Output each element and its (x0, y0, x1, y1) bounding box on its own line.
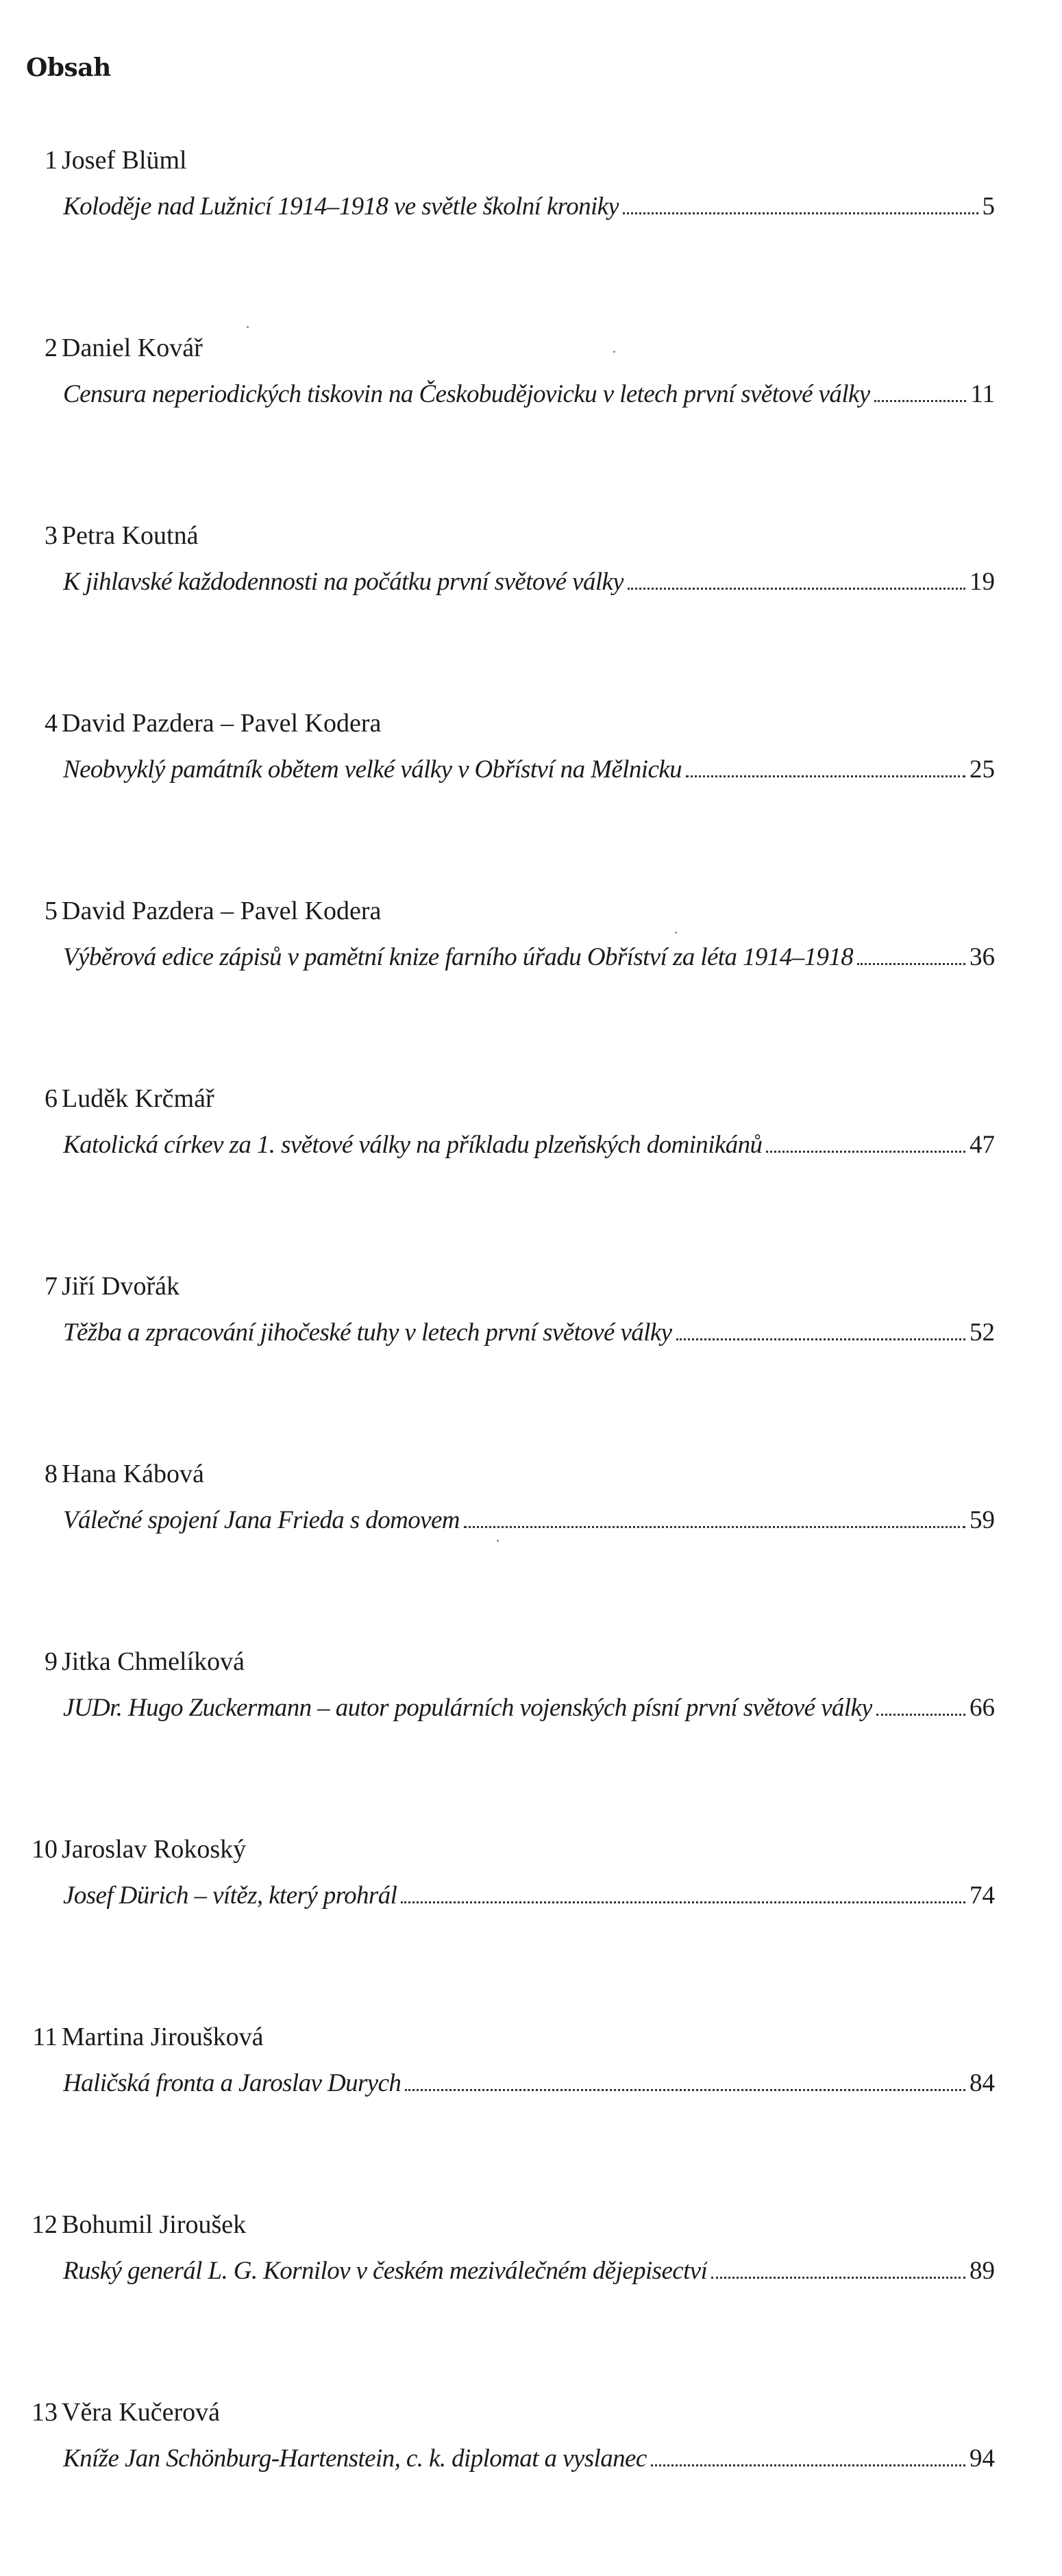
entry-title: Neobvyklý památník obětem velké války v Obříství na Mělnicku (63, 755, 682, 784)
toc-title-line[interactable] (63, 2060, 995, 2108)
entry-title: Válečné spojení Jana Frieda s domovem (63, 1506, 460, 1534)
entry-number: 5 (45, 897, 58, 925)
scan-speck (497, 1540, 499, 1542)
entry-author: Věra Kučerová (62, 2398, 221, 2427)
entry-title: JUDr. Hugo Zuckermann – autor populárních vojenských písní první světové války (63, 1694, 873, 1722)
entry-number: 6 (45, 1084, 58, 1113)
entry-number: 3 (45, 521, 58, 550)
entry-author: Hana Kábová (62, 1460, 204, 1488)
entry-number: 2 (45, 334, 58, 362)
dot-leader (711, 2276, 965, 2279)
entry-author: Luděk Krčmář (62, 1084, 214, 1113)
table-of-contents (0, 136, 1062, 2576)
entry-author: Petra Koutná (62, 521, 199, 550)
scan-speck (613, 351, 615, 353)
toc-entry (0, 887, 1062, 1075)
toc-title-line[interactable] (63, 1872, 995, 1920)
toc-author-line (0, 324, 203, 372)
toc-title-line[interactable] (63, 2435, 995, 2483)
entry-number: 1 (45, 146, 58, 175)
toc-title-line[interactable] (63, 183, 995, 231)
entry-author: Josef Blüml (62, 146, 187, 175)
entry-page: 19 (970, 568, 995, 596)
toc-title-line[interactable] (63, 934, 995, 981)
entry-author: Martina Jiroušková (62, 2023, 264, 2051)
entry-page: 66 (970, 1694, 995, 1722)
entry-author: Daniel Kovář (62, 334, 203, 362)
entry-title: Ruský generál L. G. Kornilov v českém meziválečném dějepisectví (63, 2257, 708, 2285)
toc-entry (0, 1075, 1062, 1262)
entry-title: Haličská fronta a Jaroslav Durych (63, 2069, 402, 2097)
toc-entry (0, 512, 1062, 699)
toc-title-line[interactable] (63, 1309, 995, 1357)
toc-title-line[interactable] (63, 1497, 995, 1545)
toc-author-line (0, 2013, 263, 2061)
entry-number: 10 (32, 1835, 58, 1864)
toc-title-line[interactable] (63, 371, 995, 418)
dot-leader (676, 1338, 966, 1340)
toc-author-line (0, 136, 187, 184)
toc-title-line[interactable] (63, 2247, 995, 2295)
toc-entry (0, 136, 1062, 324)
dot-leader (651, 2464, 965, 2466)
entry-title: Josef Dürich – vítěz, který prohrál (63, 1881, 397, 1910)
toc-entry (0, 2201, 1062, 2388)
entry-page: 94 (970, 2444, 995, 2473)
dot-leader (623, 212, 978, 214)
page-title: Obsah (26, 53, 111, 82)
toc-author-line (0, 887, 381, 935)
entry-page: 25 (970, 755, 995, 784)
entry-number: 13 (32, 2398, 58, 2427)
toc-author-line (0, 1825, 246, 1873)
toc-author-line (0, 2201, 246, 2249)
toc-title-line[interactable] (63, 1684, 995, 1732)
entry-author: Jaroslav Rokoský (62, 1835, 247, 1864)
entry-title: Těžba a zpracování jihočeské tuhy v letech první světové války (63, 1318, 672, 1347)
toc-title-line[interactable] (63, 746, 995, 794)
toc-author-line (0, 1075, 214, 1123)
dot-leader (876, 1713, 965, 1716)
entry-page: 84 (970, 2069, 995, 2097)
entry-page: 36 (970, 943, 995, 971)
entry-number: 8 (45, 1460, 58, 1488)
entry-page: 89 (970, 2257, 995, 2285)
entry-author: Jiří Dvořák (62, 1272, 180, 1301)
entry-author: Jitka Chmelíková (62, 1647, 245, 1676)
toc-author-line (0, 512, 198, 560)
entry-author: Bohumil Jiroušek (62, 2210, 247, 2239)
toc-entry (0, 2013, 1062, 2201)
entry-title: Katolická církev za 1. světové války na příkladu plzeňských dominikánů (63, 1131, 763, 1159)
entry-page: 74 (970, 1881, 995, 1910)
entry-title: Výběrová edice zápisů v pamětní knize farního úřadu Obříství za léta 1914–1918 (63, 943, 854, 971)
toc-title-line[interactable] (63, 558, 995, 606)
entry-page: 5 (982, 192, 995, 221)
toc-entry (0, 324, 1062, 512)
entry-author: David Pazdera – Pavel Kodera (62, 897, 382, 925)
toc-entry (0, 699, 1062, 887)
entry-number: 9 (45, 1647, 58, 1676)
dot-leader (405, 2088, 965, 2091)
toc-entry (0, 1450, 1062, 1638)
entry-page: 11 (970, 380, 995, 408)
toc-entry (0, 2388, 1062, 2576)
entry-title: Koloděje nad Lužnicí 1914–1918 ve světle školní kroniky (63, 192, 619, 221)
entry-number: 12 (32, 2210, 58, 2239)
toc-author-line (0, 699, 381, 747)
scan-speck (675, 931, 677, 934)
scan-speck (247, 326, 249, 328)
toc-author-line (0, 2388, 220, 2436)
toc-title-line[interactable] (63, 1121, 995, 1169)
entry-title: K jihlavské každodennosti na počátku první světové války (63, 568, 624, 596)
dot-leader (857, 962, 965, 965)
toc-entry (0, 1825, 1062, 2013)
dot-leader (401, 1901, 965, 1903)
toc-author-line (0, 1638, 245, 1686)
entry-page: 52 (970, 1318, 995, 1347)
toc-author-line (0, 1262, 180, 1310)
entry-title: Censura neperiodických tiskovin na Českobudějovicku v letech první světové války (63, 380, 870, 408)
entry-number: 11 (32, 2023, 58, 2051)
toc-author-line (0, 1450, 204, 1498)
entry-number: 4 (45, 709, 58, 738)
dot-leader (874, 399, 967, 402)
entry-page: 59 (970, 1506, 995, 1534)
dot-leader (766, 1150, 965, 1153)
entry-number: 7 (45, 1272, 58, 1301)
toc-entry (0, 1262, 1062, 1450)
dot-leader (464, 1525, 965, 1528)
entry-author: David Pazdera – Pavel Kodera (62, 709, 382, 738)
entry-title: Kníže Jan Schönburg-Hartenstein, c. k. diplomat a vyslanec (63, 2444, 647, 2473)
entry-page: 47 (970, 1131, 995, 1159)
dot-leader (628, 587, 965, 590)
toc-entry (0, 1638, 1062, 1825)
dot-leader (686, 775, 965, 777)
